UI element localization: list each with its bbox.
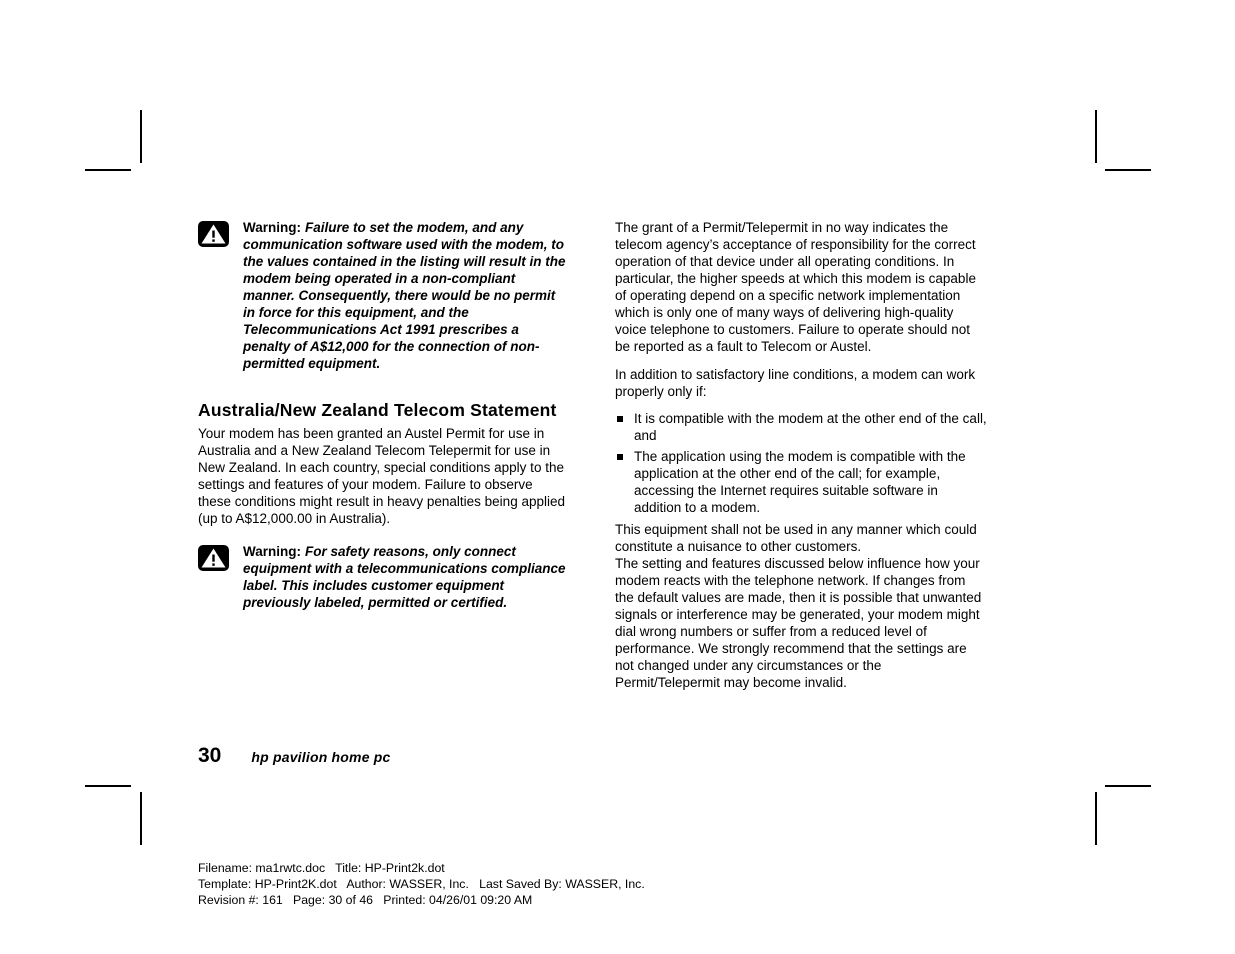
warning-1-label: Warning: <box>243 220 301 235</box>
crop-mark-bottom-left-vertical <box>140 792 142 845</box>
bullet-text: The application using the modem is compatible with the application at the other end of the call; for example, accessing the Internet requires suitable software in addition to a modem. <box>634 449 966 515</box>
warning-2-label: Warning: <box>243 544 301 559</box>
crop-mark-bottom-right-vertical <box>1095 792 1097 845</box>
right-paragraph-3: This equipment shall not be used in any manner which could constitute a nuisance to other customers. <box>615 522 977 554</box>
crop-mark-bottom-right-horizontal <box>1105 785 1151 787</box>
doc-title: hp pavilion home pc <box>251 749 391 765</box>
bullet-list <box>615 410 987 516</box>
crop-mark-top-right-horizontal <box>1105 169 1151 171</box>
square-bullet-icon <box>617 454 623 460</box>
crop-mark-top-left-vertical <box>140 110 142 163</box>
section-heading: Australia/New Zealand Telecom Statement <box>198 400 557 420</box>
right-column <box>615 219 987 691</box>
warning-1-text <box>243 219 567 372</box>
warning-1-body: Failure to set the modem, and any communication software used with the modem, to the values contained in the listing will result in the modem being operated in a non-compliant manner. Consequently, there would be no permit in force for this equipment, and the Telecommunications Act 1991 prescribes a penalty of A$12,000 for the connection of non-permitted equipment. <box>243 220 566 371</box>
warning-block-1 <box>198 219 567 372</box>
crop-mark-bottom-left-horizontal <box>85 785 131 787</box>
crop-mark-top-right-vertical <box>1095 110 1097 163</box>
page-footer <box>198 744 391 768</box>
square-bullet-icon <box>617 416 623 422</box>
crop-mark-top-left-horizontal <box>85 169 131 171</box>
warning-triangle-icon <box>198 221 229 252</box>
left-body-paragraph: Your modem has been granted an Austel Permit for use in Australia and a New Zealand Telecom Telepermit for use in New Zealand. In each country, special conditions apply to the settings and features of your modem. Failure to observe these conditions might result in heavy penalties being applied (up to A$12,000.00 in Australia). <box>198 426 565 526</box>
meta-line-template: Template: HP-Print2K.dot Author: WASSER, Inc. Last Saved By: WASSER, Inc. <box>198 876 645 891</box>
right-paragraph-4: The setting and features discussed below influence how your modem reacts with the telephone network. If changes from the default values are made, then it is possible that unwanted signals or interference may be generated, your modem might dial wrong numbers or suffer from a reduced level of performance. We strongly recommend that the settings are not changed under any circumstances or the Permit/Telepermit may become invalid. <box>615 556 982 690</box>
warning-block-2 <box>198 543 567 611</box>
warning-2-body: For safety reasons, only connect equipment with a telecommunications compliance label. This includes customer equipment previously labeled, permitted or certified. <box>243 544 566 610</box>
warning-2-text <box>243 543 567 611</box>
list-item <box>615 448 987 516</box>
right-paragraph-2: In addition to satisfactory line conditions, a modem can work properly only if: <box>615 367 976 399</box>
bullet-text: It is compatible with the modem at the other end of the call, and <box>634 411 987 443</box>
warning-triangle-icon <box>198 545 229 576</box>
left-column <box>198 219 567 611</box>
meta-line-revision: Revision #: 161 Page: 30 of 46 Printed: 04/26/01 09:20 AM <box>198 892 533 907</box>
page-number: 30 <box>198 744 222 767</box>
right-paragraph-1: The grant of a Permit/Telepermit in no way indicates the telecom agency’s acceptance of responsibility for the correct operation of that device under all operating conditions. In particular, the higher speeds at which this modem is capable of operating depend on a specific network implementation which is only one of many ways of delivering high-quality voice telephone to customers. Failure to operate should not be reported as a fault to Telecom or Austel. <box>615 220 976 354</box>
list-item <box>615 410 987 444</box>
print-meta-footer <box>198 861 645 908</box>
meta-line-filename: Filename: ma1rwtc.doc Title: HP-Print2k.dot <box>198 861 445 875</box>
